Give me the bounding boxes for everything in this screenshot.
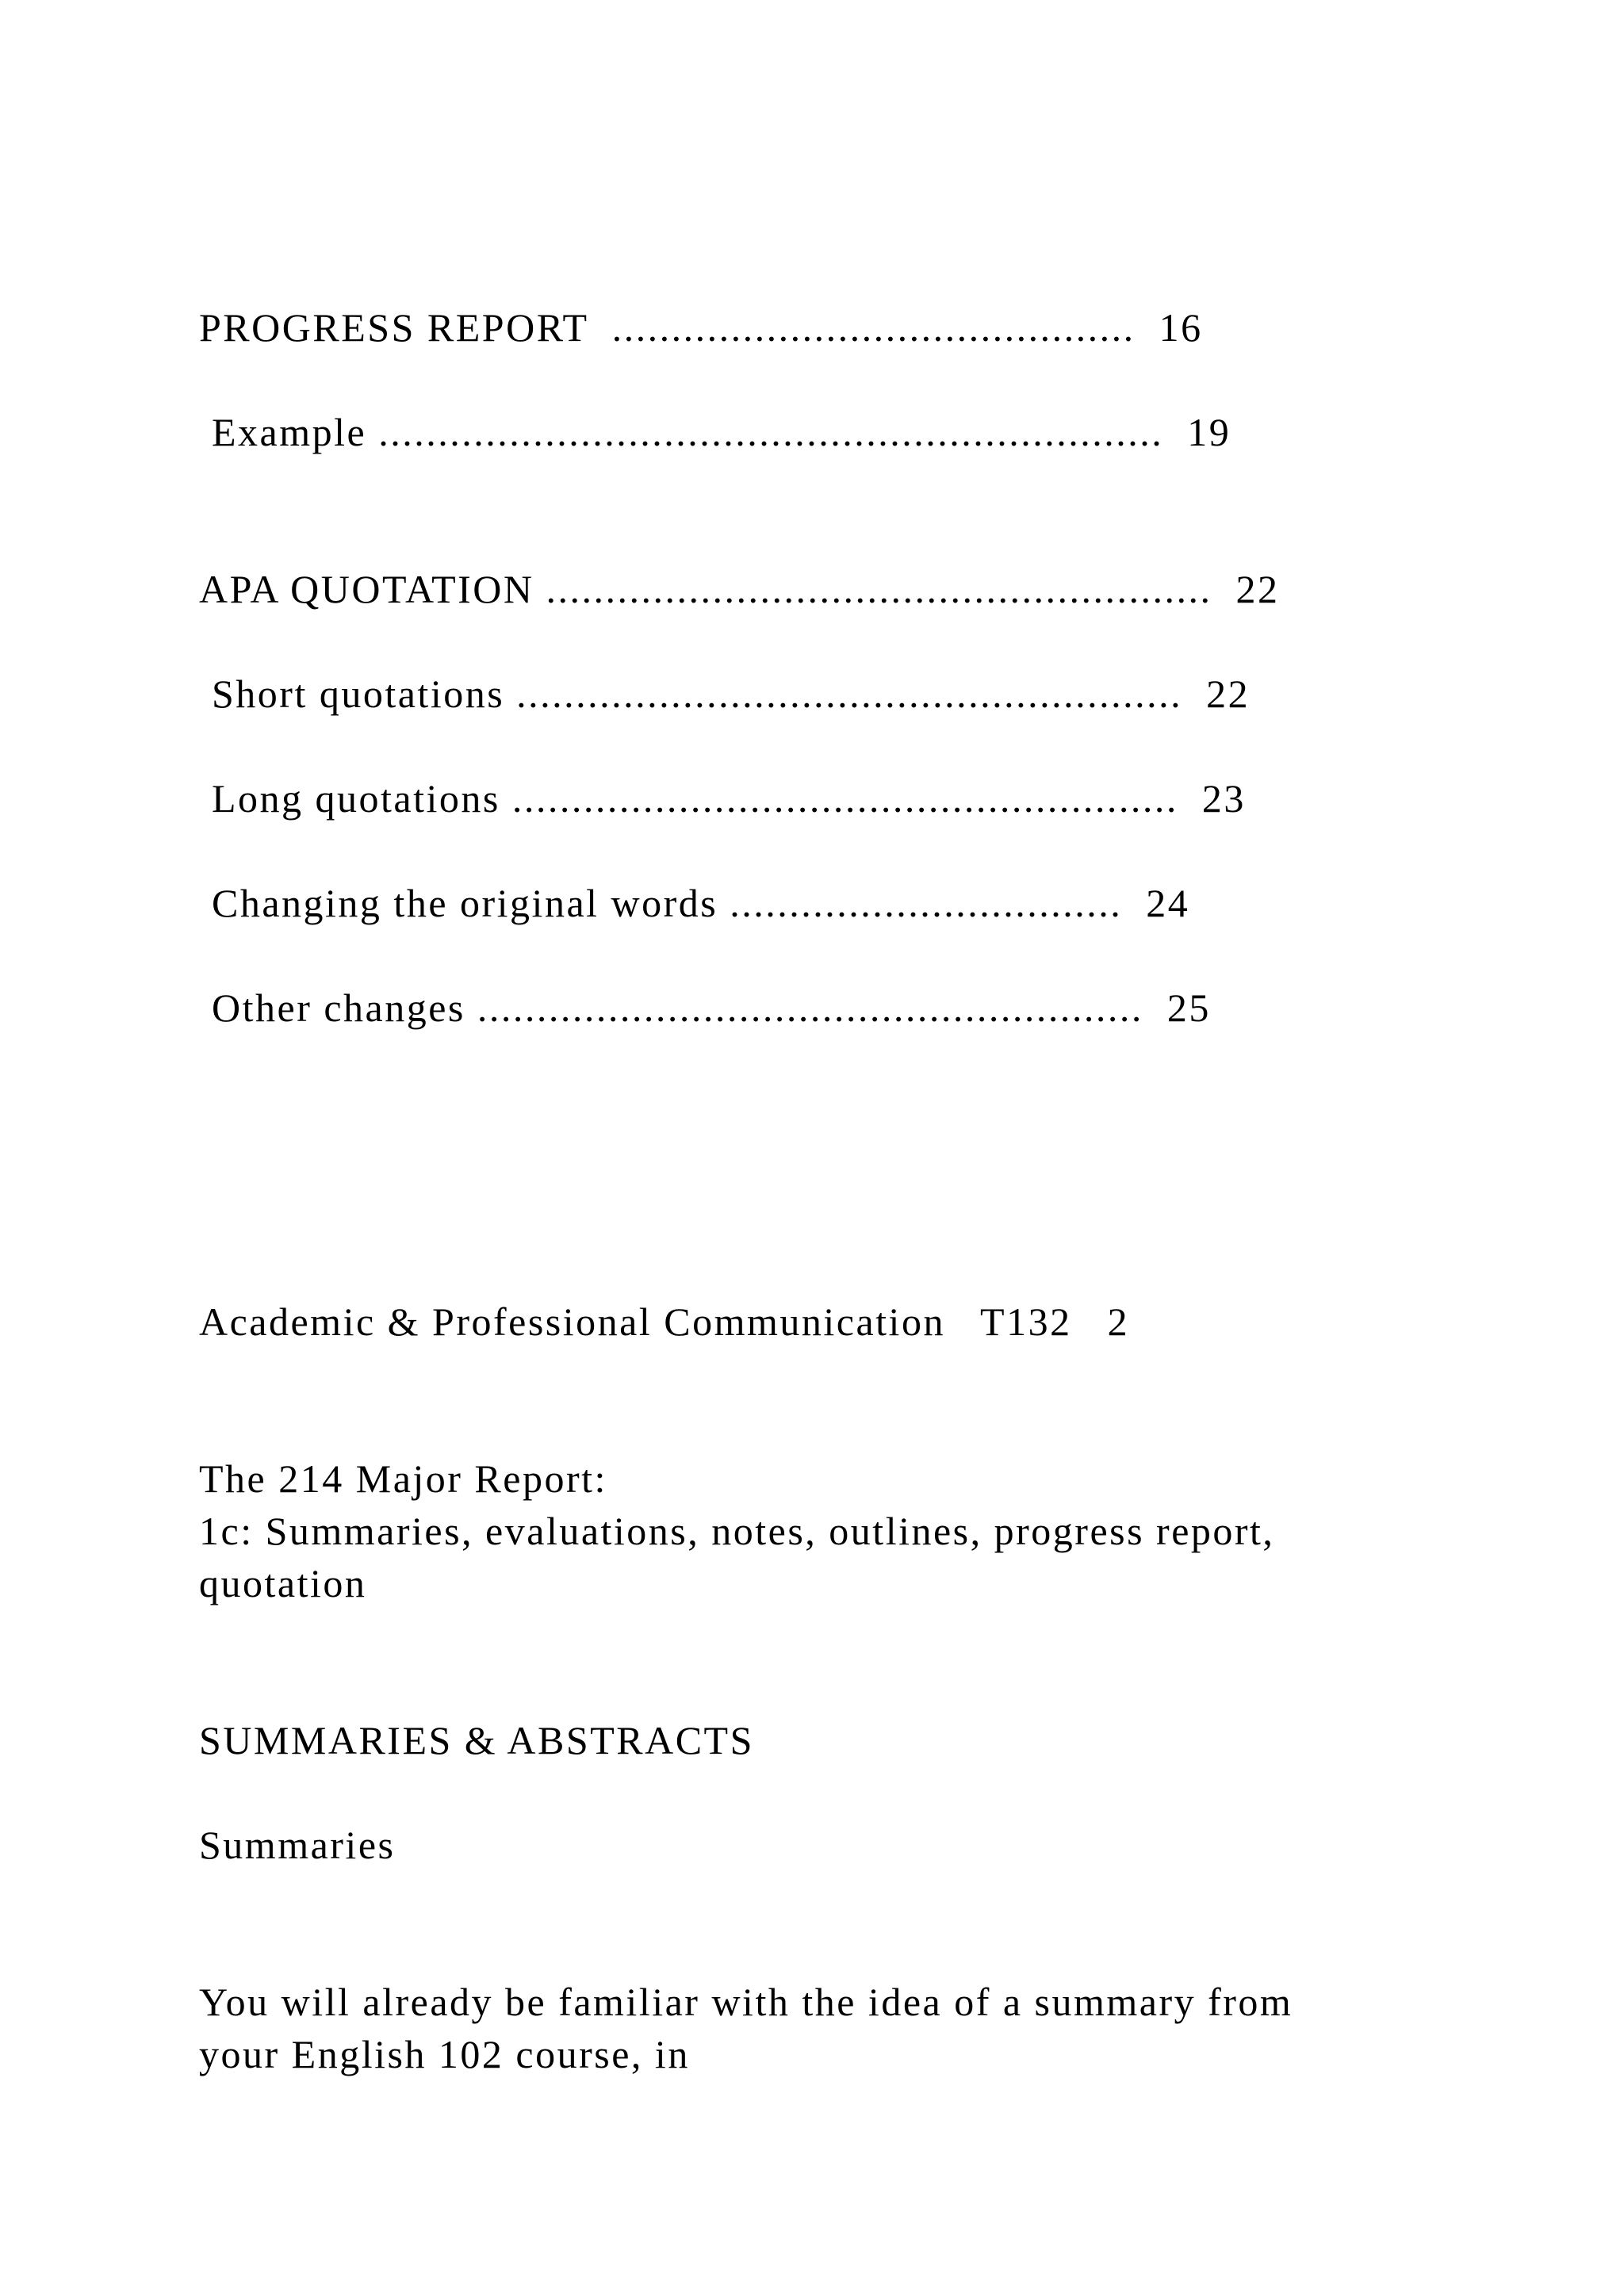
- report-subtitle-line: quotation: [199, 1561, 367, 1605]
- toc-entry-long-quotations: Long quotations ........................................................ 23: [212, 776, 1246, 821]
- subsection-heading: Summaries: [199, 1823, 396, 1867]
- section-heading: SUMMARIES & ABSTRACTS: [199, 1718, 754, 1762]
- body-text-line: You will already be familiar with the idea of a summary from: [199, 1980, 1293, 2024]
- toc-entry-changing-original-words: Changing the original words ................................. 24: [212, 881, 1190, 925]
- toc-entry-example: Example .................................................................. 19: [212, 410, 1231, 454]
- toc-entry-other-changes: Other changes ........................................................ 25: [212, 985, 1211, 1030]
- page-footer-course-line: Academic & Professional Communication T132 2: [199, 1299, 1130, 1344]
- body-text-line: your English 102 course, in: [199, 2032, 690, 2076]
- report-title-line: The 214 Major Report:: [199, 1456, 607, 1501]
- toc-entry-apa-quotation: APA QUOTATION ........................................................ 22: [199, 567, 1280, 611]
- toc-entry-short-quotations: Short quotations ........................................................ 22: [212, 672, 1251, 716]
- toc-entry-progress-report: PROGRESS REPORT ............................................ 16: [199, 305, 1203, 350]
- report-subtitle-line: 1c: Summaries, evaluations, notes, outlines, progress report,: [199, 1509, 1275, 1553]
